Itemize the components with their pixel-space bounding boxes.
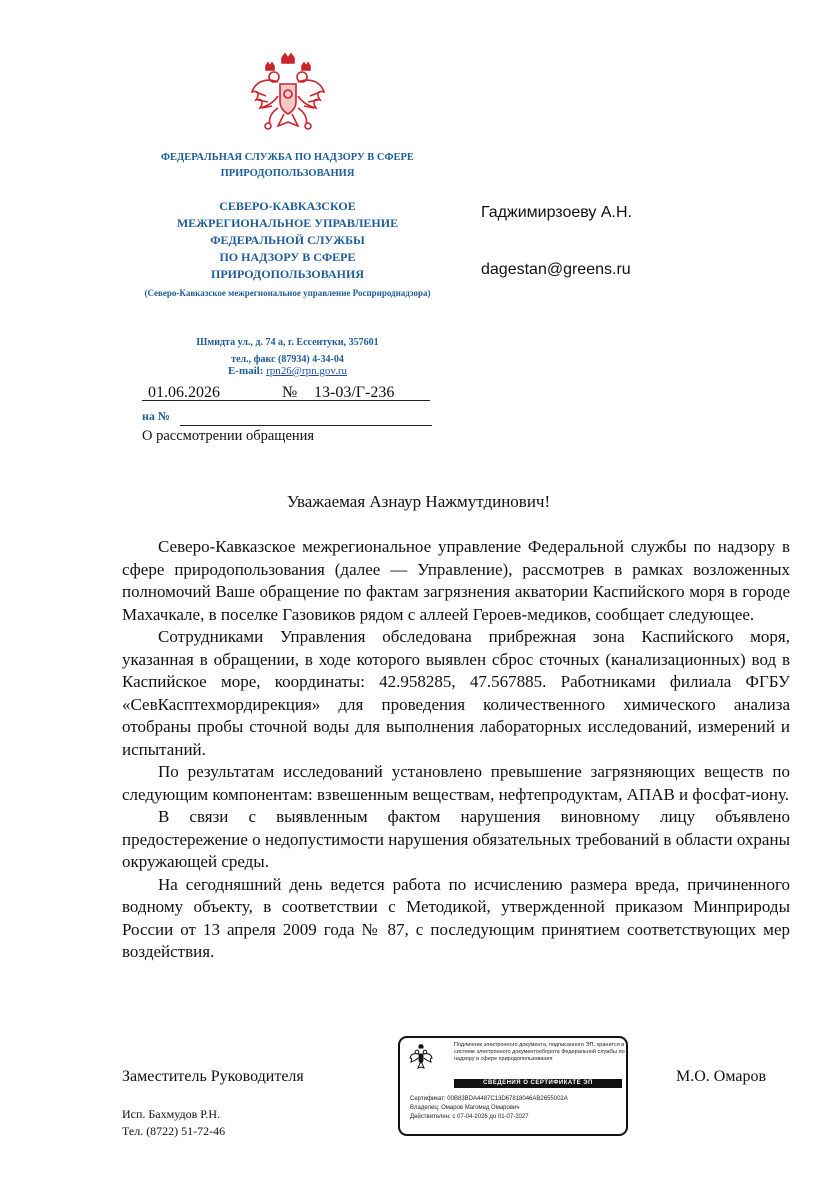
reference-line bbox=[180, 424, 432, 426]
body-paragraph: По результатам исследований установлено превышение загрязняющих веществ по следующим компонентам: взвешенным веществам, нефтепродуктам, АПАВ и фосфат-иону. bbox=[122, 762, 790, 804]
e-signature-details bbox=[410, 1095, 624, 1122]
agency-address-block bbox=[140, 334, 435, 368]
e-signature-header: СВЕДЕНИЯ О СЕРТИФИКАТЕ ЭП bbox=[454, 1079, 622, 1088]
e-signature-stamp bbox=[398, 1036, 628, 1136]
agency-phone: тел., факс (87934) 4-34-04 bbox=[231, 354, 344, 365]
executor-block bbox=[122, 1106, 225, 1140]
body-paragraph: Сотрудниками Управления обследована прибрежная зона Каспийского моря, указанная в обращении, в ходе которого выявлен сброс сточных (канализационных) вод в Каспийское море, координаты: 42.958285, 47.567885. Работниками филиала ФГБУ «СевКасптехмордирекция» для проведения количественного химического анализа отобраны пробы сточной воды для выполнения лабораторных исследований, измерений и испытаний. bbox=[122, 627, 790, 759]
division-line: СЕВЕРО-КАВКАЗСКОЕ bbox=[219, 199, 356, 213]
addressee-email: dagestan@greens.ru bbox=[481, 261, 631, 278]
division-name bbox=[140, 198, 435, 283]
division-line: МЕЖРЕГИОНАЛЬНОЕ УПРАВЛЕНИЕ bbox=[176, 216, 399, 230]
email-label: E-mail: bbox=[227, 365, 264, 377]
certificate-owner: Владелец: Омаров Магомед Омарович bbox=[410, 1105, 520, 1111]
letter-number-label: № bbox=[282, 384, 298, 401]
agency-name: ФЕДЕРАЛЬНАЯ СЛУЖБА ПО НАДЗОРУ В СФЕРЕ ПРИРОДОПОЛЬЗОВАНИЯ bbox=[161, 152, 414, 179]
body-paragraph: Северо-Кавказское межрегиональное управление Федеральной службы по надзору в сфере природопользования (далее — Управление), рассмотрев в рамках возложенных полномочий Ваше обращение по фактам загрязнения акватории Каспийского моря в городе Махачкале, в поселке Газовиков рядом с аллеей Героев-медиков, сообщает следующее. bbox=[122, 537, 790, 624]
salutation: Уважаемая Азнаур Нажмутдинович! bbox=[286, 492, 551, 511]
division-line: ПРИРОДОПОЛЬЗОВАНИЯ bbox=[211, 267, 364, 281]
agency-address: Шмидта ул., д. 74 а, г. Ессентуки, 357601 bbox=[196, 337, 379, 348]
certificate-validity: Действителен: с 07-04-2026 до 01-07-2027 bbox=[410, 1114, 529, 1120]
certificate-number: Сертификат: 00B83BDA4487C13D67818046AB2655002A bbox=[410, 1096, 568, 1102]
executor-phone: Тел. (8722) 51-72-46 bbox=[122, 1124, 226, 1138]
letter-subject: О рассмотрении обращения bbox=[142, 428, 315, 444]
agency-email-link[interactable]: rpn26@rpn.gov.ru bbox=[266, 365, 348, 377]
executor-name: Исп. Бахмудов Р.Н. bbox=[122, 1107, 221, 1121]
signatory-name: М.О. Омаров bbox=[676, 1068, 767, 1085]
letter-number: 13-03/Г-236 bbox=[314, 384, 395, 401]
coat-of-arms-icon bbox=[409, 1044, 433, 1072]
body-paragraph: На сегодняшний день ведется работа по исчислению размера вреда, причиненного водному объекту, в соответствии с Методикой, утвержденной приказом Минприроды России от 13 апреля 2009 года № 87, с последующим принятием соответствующих мер воздействия. bbox=[122, 874, 790, 961]
addressee-name: Гаджимирзоеву А.Н. bbox=[481, 204, 632, 221]
body-paragraph: В связи с выявленным фактом нарушения виновному лицу объявлено предостережение о недопустимости нарушения обязательных требований в области охраны окружающей среды. bbox=[122, 807, 790, 871]
e-signature-note: Подлинник электронного документа, подписанного ЭП, хранится в системе электронного документооборота Федеральной службы по надзору в сфере природопользования bbox=[454, 1042, 625, 1062]
reference-label: на № bbox=[142, 409, 170, 423]
division-line: ПО НАДЗОРУ В СФЕРЕ bbox=[219, 250, 356, 264]
agency-email-line bbox=[140, 365, 435, 377]
signatory-title: Заместитель Руководителя bbox=[122, 1068, 304, 1085]
letter-date: 01.06.2026 bbox=[148, 384, 220, 401]
division-line: ФЕДЕРАЛЬНОЙ СЛУЖБЫ bbox=[210, 233, 365, 247]
letter-body bbox=[122, 536, 790, 964]
division-short-name: (Северо-Кавказское межрегиональное управление Росприроднадзора) bbox=[144, 288, 431, 298]
registration-line bbox=[142, 384, 430, 401]
coat-of-arms-icon bbox=[248, 52, 328, 142]
